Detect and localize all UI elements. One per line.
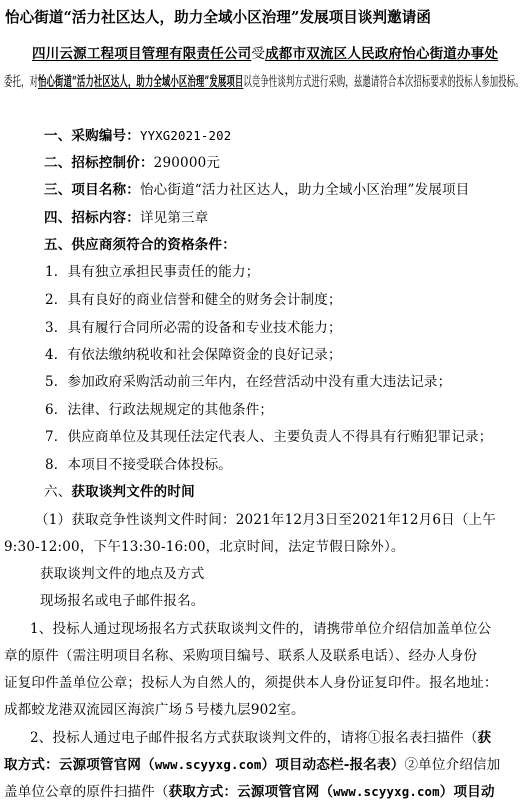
item-label: 二、招标控制价： [44, 155, 154, 171]
purchaser-name: 成都市双流区人民政府怡心街道办事处 [265, 46, 499, 62]
item-project-name [44, 178, 524, 198]
item-procurement-number [44, 124, 524, 144]
condition-item: 6．法律、行政法规规定的其他条件； [45, 402, 274, 418]
condition-item: 1．具有独立承担民事责任的能力； [45, 264, 260, 280]
paragraph-bold-text: ）项目动态栏-报名表） [261, 757, 405, 773]
paragraph-text: ②单位介绍信加 [404, 757, 501, 773]
paragraph-bold-text: 获 [477, 730, 492, 746]
condition-item: 5．参加政府采购活动前三年内，在经营活动中没有重大违法记录； [45, 374, 452, 390]
item-value: 怡心街道“活力社区达人，助力全域小区治理”发展项目 [139, 182, 470, 198]
section6-heading [44, 480, 524, 500]
time-line-2: 9:30-12:00，下午13:30-16:00，北京时间，法定节假日除外）。 [4, 539, 405, 555]
website-link[interactable]: www.scyyxg.com [333, 784, 440, 799]
website-link[interactable]: www.scyyxg.com [154, 757, 262, 772]
time-line-1: （1）获取竞争性谈判文件时间：2021年12月3日至2021年12月6日（上午 [35, 512, 496, 528]
item-qualifications-heading: 五、供应商须符合的资格条件： [44, 237, 236, 253]
document-title: 怡心街道“活力社区达人，助力全域小区治理”发展项目谈判邀请函 [5, 9, 431, 26]
paragraph-1-line: 章的原件（需注明项目名称、采购项目编号、联系人及联系电话）、经办人身份 [4, 648, 478, 664]
paragraph-bold-text: ）项目动 [439, 784, 495, 800]
item-value: 详见第三章 [139, 210, 209, 226]
place-text: 现场报名或电子邮件报名。 [40, 593, 205, 609]
condition-item: 8．本项目不接受联合体投标。 [45, 457, 233, 473]
agency-name: 四川云源工程项目管理有限责任公司 [32, 46, 252, 62]
condition-item: 2．具有良好的商业信誉和健全的财务会计制度； [45, 292, 342, 308]
paragraph-1-line: 1、投标人通过现场报名方式获取谈判文件的，请携带单位介绍信加盖单位公 [30, 621, 492, 637]
condition-item: 7．供应商单位及其现任法定代表人、主要负责人不得具有行贿犯罪记录； [45, 429, 493, 445]
paragraph-text: 盖单位公章的原件扫描件（ [4, 784, 169, 800]
paragraph-bold-text: 获取方式：云源项管官网（ [168, 784, 334, 800]
project-name: 怡心街道“活力社区达人，助力全域小区治理”发展项目 [38, 74, 244, 90]
paragraph-2-line-3 [4, 780, 524, 800]
intro-text-1: 受 [251, 46, 266, 62]
paragraph-text: 2、投标人通过电子邮件报名方式获取谈判文件的，请将①报名表扫描件（ [30, 730, 478, 746]
item-value: 290000元 [153, 155, 221, 171]
heading-number: 六、 [44, 484, 72, 500]
item-label: 三、项目名称： [44, 182, 140, 198]
item-bid-content [44, 206, 524, 226]
item-control-price [44, 151, 524, 171]
intro-text-3: 以竞争性谈判方式进行采购，兹邀请符合本次招标要求的投标人参加投标。 [243, 74, 524, 90]
intro-line-1 [32, 42, 524, 62]
intro-text-2: 委托，对 [4, 74, 39, 90]
paragraph-2-line-1 [30, 726, 524, 746]
paragraph-1-line: 成都蛟龙港双流园区海滨广场５号楼九层902室。 [4, 702, 305, 718]
condition-item: 4．有依法缴纳税收和社会保障资金的良好记录； [45, 347, 342, 363]
place-heading: 获取谈判文件的地点及方式 [40, 566, 205, 582]
paragraph-2-line-2 [4, 753, 524, 773]
condition-item: 3．具有履行合同所必需的设备和专业技术能力； [45, 320, 342, 336]
intro-line-2 [4, 70, 524, 90]
item-label: 四、招标内容： [44, 210, 140, 226]
paragraph-1-line: 证复印件盖单位公章；投标人为自然人的，须提供本人身份证复印件。报名地址： [4, 675, 498, 691]
item-value: YYXG2021-202 [139, 128, 232, 143]
item-label: 一、采购编号： [44, 128, 140, 144]
heading-text: 获取谈判文件的时间 [71, 484, 195, 500]
paragraph-bold-text: 取方式：云源项管官网（ [4, 757, 155, 773]
